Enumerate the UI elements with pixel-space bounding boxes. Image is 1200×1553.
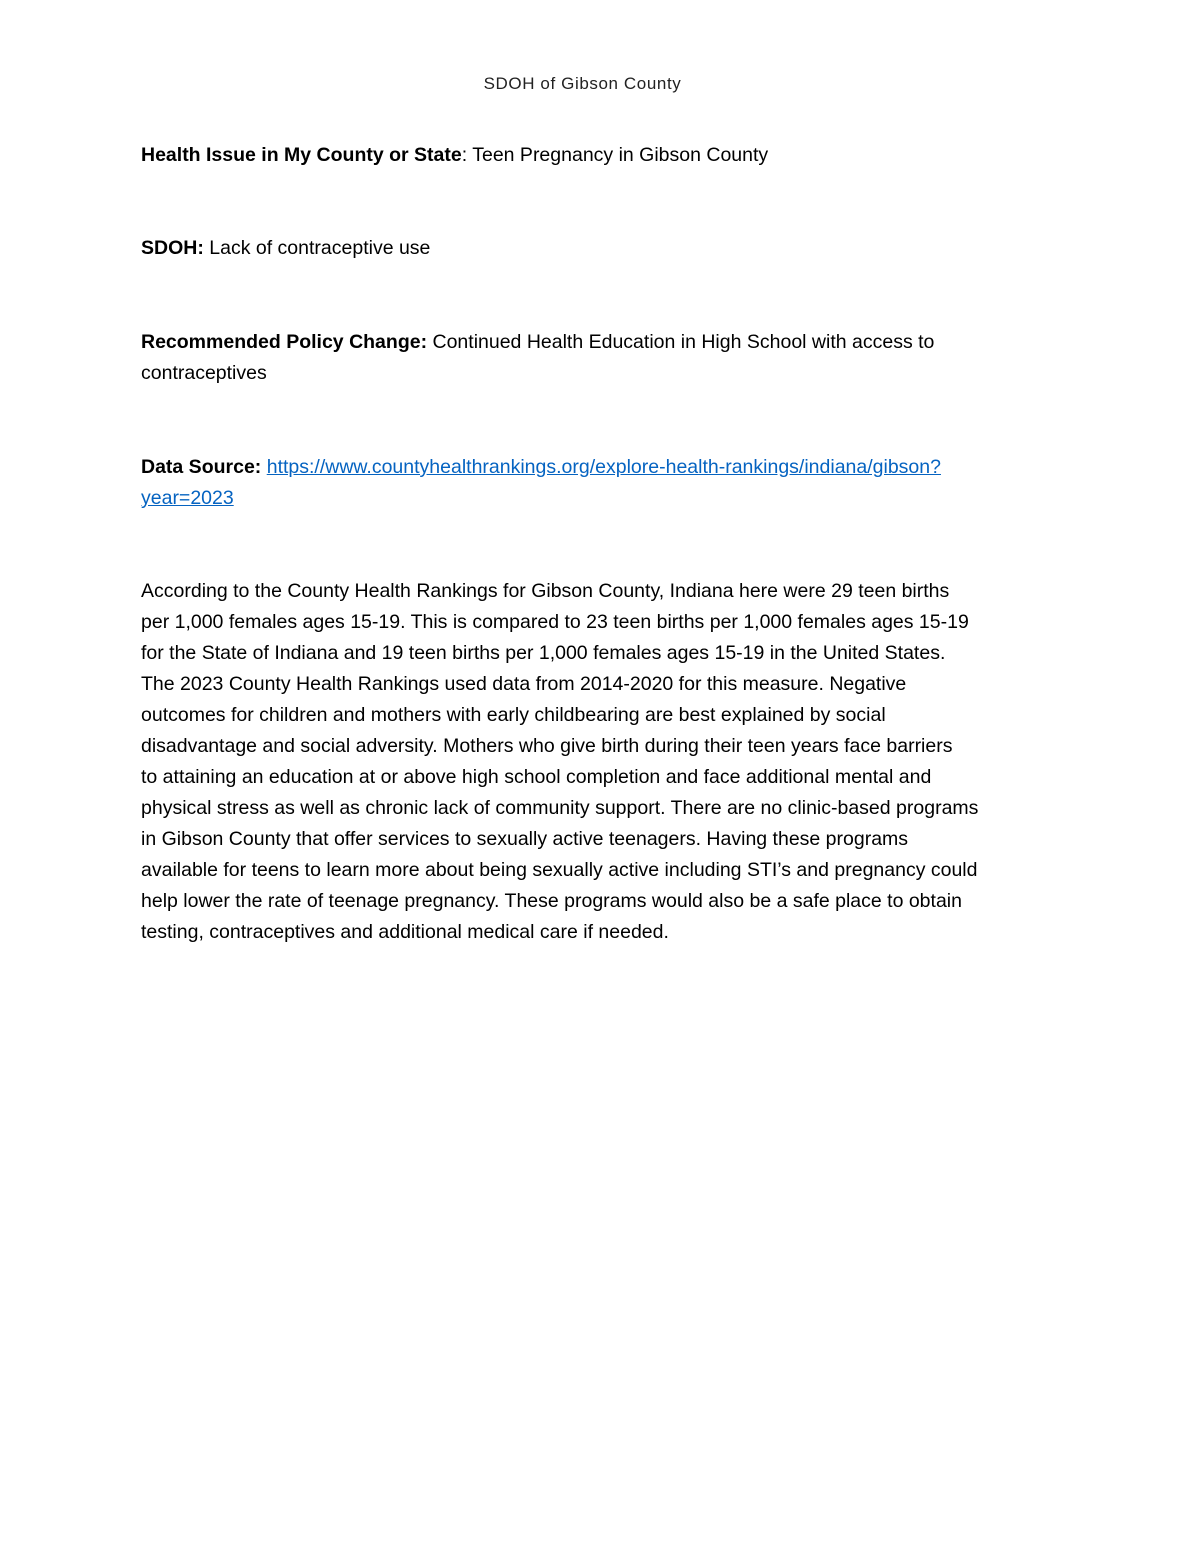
page-header: SDOH of Gibson County xyxy=(483,74,682,93)
body-line: in Gibson County that offer services to sexually active teenagers. Having these programs xyxy=(141,828,909,850)
policy-paragraph xyxy=(141,327,1061,389)
body-line: disadvantage and social adversity. Mothers who give birth during their teen years face barriers xyxy=(141,735,953,757)
body-paragraph xyxy=(141,576,1061,948)
data-source-label: Data Source: xyxy=(141,456,262,478)
policy-value-line-1: Continued Health Education in High School with access to xyxy=(432,331,935,353)
sdoh-line xyxy=(141,233,1061,264)
sdoh-label: SDOH: xyxy=(141,237,204,259)
body-line: The 2023 County Health Rankings used data from 2014-2020 for this measure. Negative xyxy=(141,673,907,695)
body-line: physical stress as well as chronic lack of community support. There are no clinic-based programs xyxy=(141,797,979,819)
body-line: available for teens to learn more about being sexually active including STI’s and pregnancy could xyxy=(141,859,978,881)
sdoh-value: Lack of contraceptive use xyxy=(209,237,431,259)
policy-line-1 xyxy=(141,327,1061,358)
health-issue-value: Teen Pregnancy in Gibson County xyxy=(472,144,769,166)
data-source-paragraph xyxy=(141,452,1061,514)
data-source-line-1 xyxy=(141,452,1061,483)
body-line: for the State of Indiana and 19 teen births per 1,000 females ages 15-19 in the United States. xyxy=(141,642,946,664)
health-issue-separator: : xyxy=(461,144,468,166)
body-line: per 1,000 females ages 15-19. This is compared to 23 teen births per 1,000 females ages 15-19 xyxy=(141,611,969,633)
body-line: According to the County Health Rankings for Gibson County, Indiana here were 29 teen births xyxy=(141,580,950,602)
policy-value-line-2: contraceptives xyxy=(141,362,267,384)
policy-label: Recommended Policy Change: xyxy=(141,331,428,353)
body-line: help lower the rate of teenage pregnancy. These programs would also be a safe place to obtain xyxy=(141,890,962,912)
health-issue-label: Health Issue in My County or State xyxy=(141,144,462,166)
body-line: to attaining an education at or above high school completion and face additional mental and xyxy=(141,766,932,788)
data-source-link-line-1[interactable]: https://www.countyhealthrankings.org/explore-health-rankings/indiana/gibson? xyxy=(266,456,941,478)
data-source-link-line-2[interactable]: year=2023 xyxy=(141,487,234,509)
data-source-line-2 xyxy=(141,483,1061,514)
health-issue-line xyxy=(141,140,1061,171)
body-line: testing, contraceptives and additional medical care if needed. xyxy=(141,921,669,943)
body-line: outcomes for children and mothers with early childbearing are best explained by social xyxy=(141,704,886,726)
